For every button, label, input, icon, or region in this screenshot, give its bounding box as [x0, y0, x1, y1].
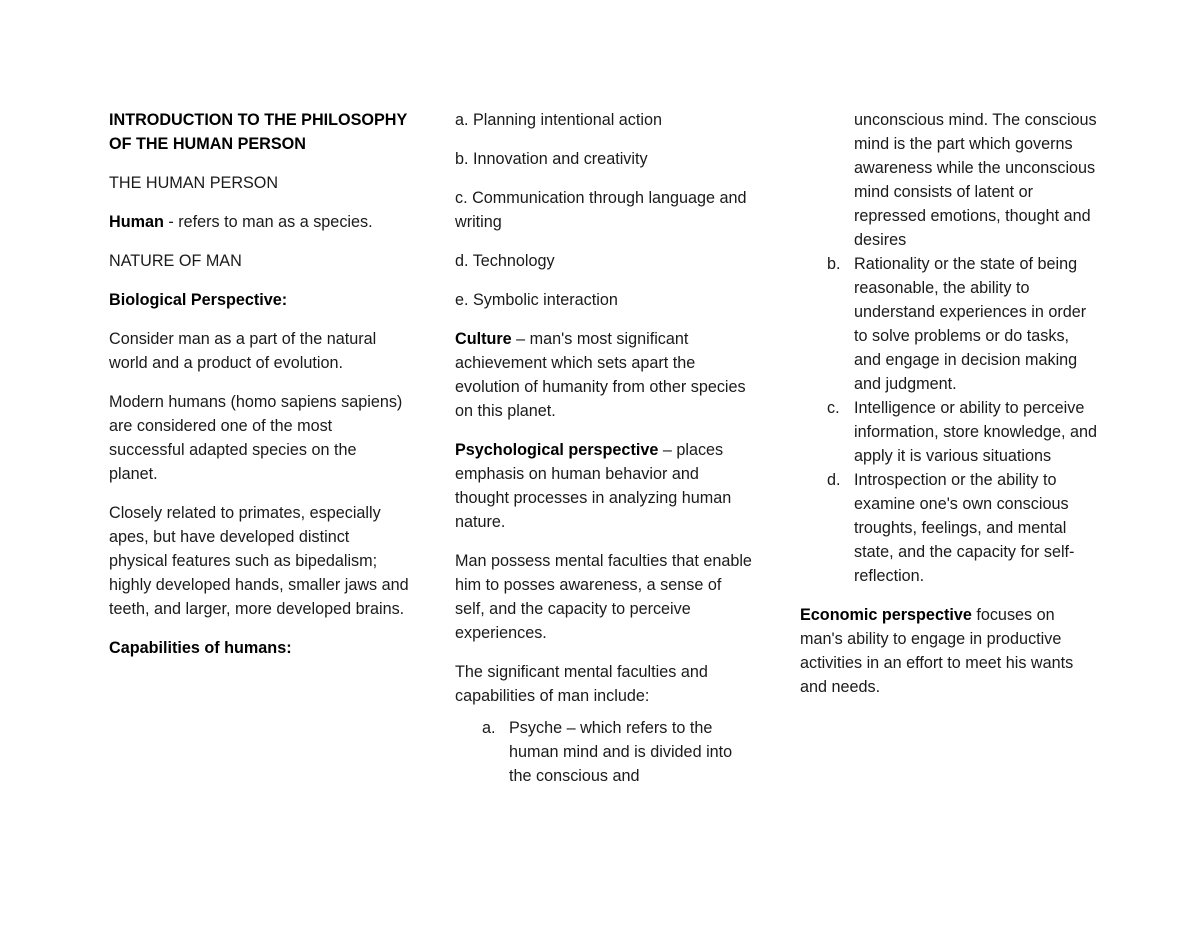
- column-1: [109, 108, 409, 675]
- faculties-intro: The significant mental faculties and capabilities of man include:: [455, 663, 708, 705]
- column-3: [800, 108, 1100, 714]
- economic-def-text: focuses on man's ability to engage in productive activities in an effort to meet his wants and needs.: [800, 606, 1074, 696]
- faculty-item-b: [800, 252, 1100, 396]
- capability-item-c: c. Communication through language and writing: [455, 189, 747, 231]
- culture-def-text: – man's most significant achievement which sets apart the evolution of humanity from other species on this planet.: [455, 330, 746, 420]
- economic-definition: [800, 603, 1100, 699]
- column-2: [455, 108, 755, 788]
- faculty-b-text: Rationality or the state of being reasonable, the ability to understand experiences in order to solve problems or do tasks, and engage in decision making and judgment.: [854, 255, 1087, 393]
- faculty-d-text: Introspection or the ability to examine one's own conscious troughts, feelings, and mental state, and the capacity for self-reflection.: [854, 471, 1075, 585]
- faculty-c-text: Intelligence or ability to perceive information, store knowledge, and apply it is various situations: [854, 399, 1097, 465]
- list-marker: b.: [827, 255, 841, 273]
- culture-definition: [455, 327, 755, 423]
- faculty-item-c: [800, 396, 1100, 468]
- biological-paragraph-3: Closely related to primates, especially apes, but have developed distinct physical features such as bipedalism; highly developed hands, smaller jaws and teeth, and larger, more developed brains.: [109, 504, 409, 618]
- culture-term: Culture: [455, 330, 512, 348]
- biological-heading: Biological Perspective:: [109, 291, 288, 309]
- mental-faculties-paragraph: Man possess mental faculties that enable him to posses awareness, a sense of self, and the capacity to perceive experiences.: [455, 552, 752, 642]
- faculty-a-text: Psyche – which refers to the human mind and is divided into the conscious and: [509, 719, 733, 785]
- list-marker: a.: [482, 719, 496, 737]
- biological-paragraph-2: Modern humans (homo sapiens sapiens) are considered one of the most successful adapted species on the planet.: [109, 393, 403, 483]
- capability-item-e: e. Symbolic interaction: [455, 291, 618, 309]
- capabilities-heading: Capabilities of humans:: [109, 639, 292, 657]
- list-marker: c.: [827, 399, 840, 417]
- human-term: Human: [109, 213, 164, 231]
- capability-item-d: d. Technology: [455, 252, 555, 270]
- faculty-a-continued: unconscious mind. The conscious mind is the part which governs awareness while the unconscious mind consists of latent or repressed emotions, thought and desires: [854, 111, 1097, 249]
- biological-paragraph-1: Consider man as a part of the natural world and a product of evolution.: [109, 330, 377, 372]
- faculty-item-d: [800, 468, 1100, 588]
- psychological-def-text: – places emphasis on human behavior and thought processes in analyzing human nature.: [455, 441, 732, 531]
- faculty-item-a: [455, 716, 755, 788]
- capability-item-a: a. Planning intentional action: [455, 111, 662, 129]
- psychological-term: Psychological perspective: [455, 441, 659, 459]
- economic-term: Economic perspective: [800, 606, 972, 624]
- section-subtitle: THE HUMAN PERSON: [109, 174, 279, 192]
- list-marker: d.: [827, 471, 841, 489]
- capability-item-b: b. Innovation and creativity: [455, 150, 648, 168]
- human-def-text: - refers to man as a species.: [163, 213, 373, 231]
- psychological-definition: [455, 438, 755, 534]
- nature-heading: NATURE OF MAN: [109, 252, 242, 270]
- human-definition: [109, 210, 409, 234]
- page-title: INTRODUCTION TO THE PHILOSOPHY OF THE HUMAN PERSON: [109, 111, 407, 153]
